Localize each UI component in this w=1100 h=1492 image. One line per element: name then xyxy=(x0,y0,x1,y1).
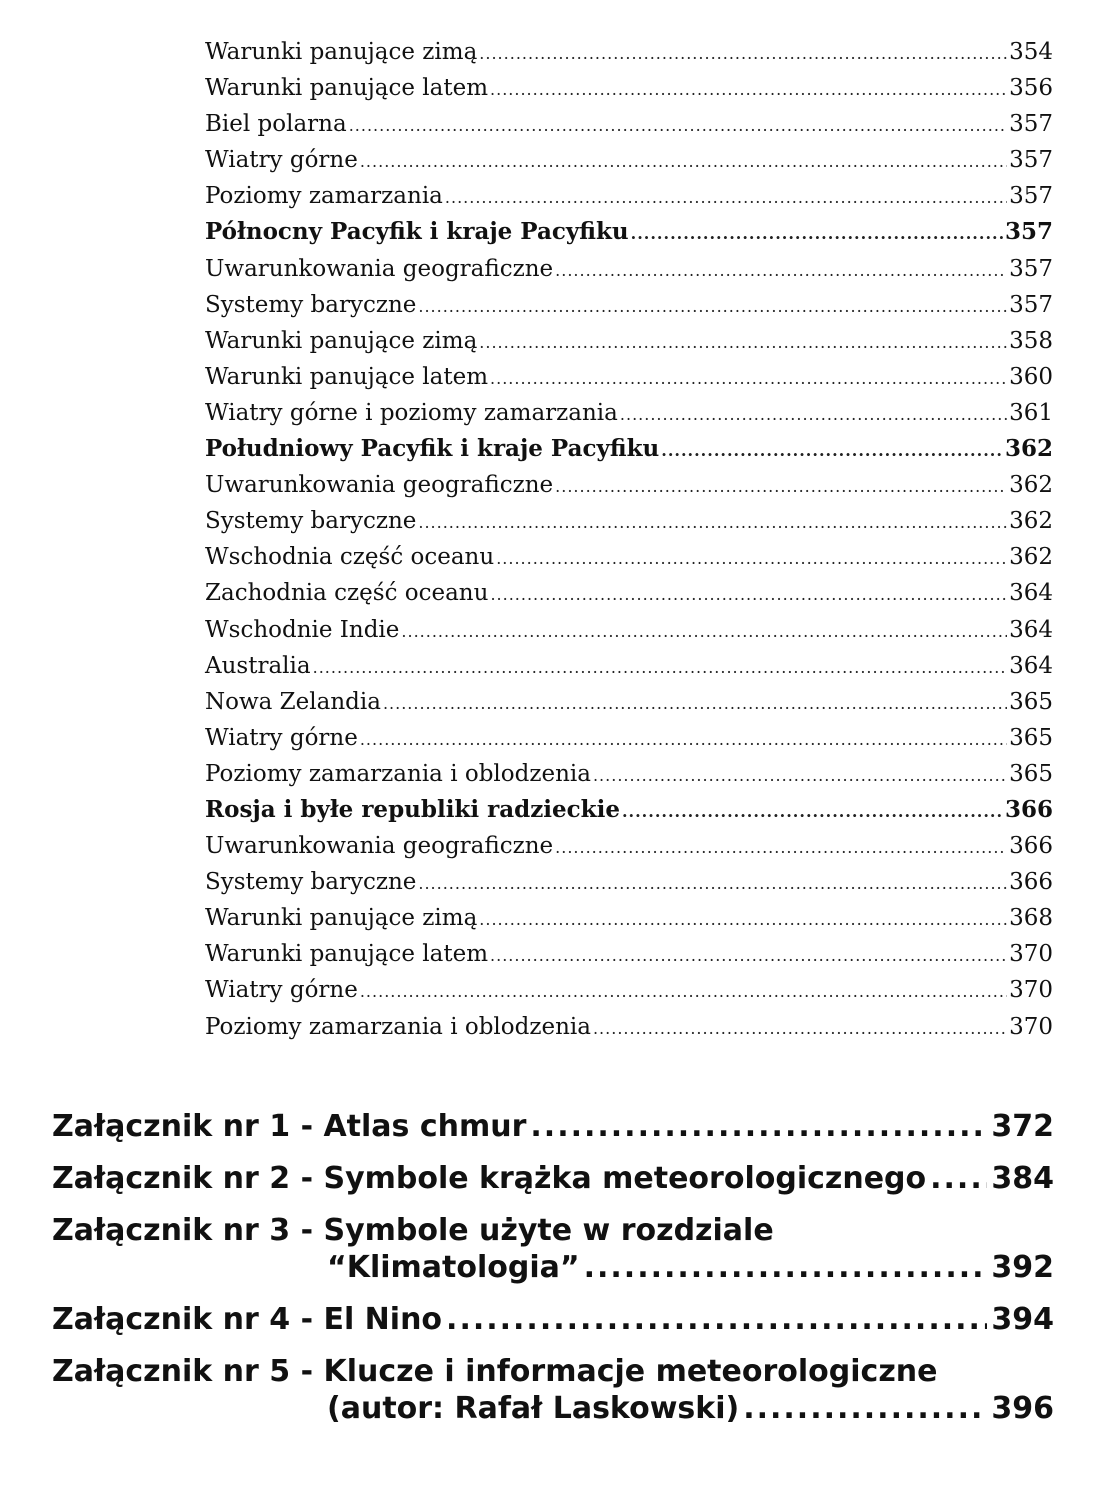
appendix-line xyxy=(52,1249,1054,1286)
table-of-contents xyxy=(205,34,1053,1045)
toc-entry-title: Wiatry górne xyxy=(205,977,358,1004)
toc-entry-title: Wschodnie Indie xyxy=(205,616,400,643)
appendix-title: “Klimatologia” xyxy=(327,1250,580,1285)
toc-entry-page: 368 xyxy=(1009,905,1053,932)
toc-section-heading xyxy=(205,792,1053,828)
toc-leader-dots xyxy=(360,974,1007,1010)
appendix-line xyxy=(52,1212,1054,1249)
toc-leader-dots xyxy=(360,722,1007,758)
toc-entry-title: Poziomy zamarzania xyxy=(205,183,443,210)
toc-entry xyxy=(205,864,1053,900)
toc-entry xyxy=(205,684,1053,720)
toc-entry xyxy=(205,539,1053,575)
toc-entry-page: 360 xyxy=(1009,363,1053,390)
toc-entry-page: 362 xyxy=(1004,435,1053,463)
toc-leader-dots xyxy=(445,180,1007,216)
toc-leader-dots xyxy=(418,289,1007,325)
toc-entry-page: 370 xyxy=(1009,1013,1053,1040)
appendix-title: Załącznik nr 1 - Atlas chmur xyxy=(52,1109,527,1144)
toc-entry xyxy=(205,251,1053,287)
appendix-leader-dots xyxy=(743,1390,987,1427)
toc-entry xyxy=(205,1009,1053,1045)
appendix-title: Załącznik nr 3 - Symbole użyte w rozdziale xyxy=(52,1213,774,1248)
toc-entry-title: Biel polarna xyxy=(205,111,347,138)
toc-entry-title: Wiatry górne i poziomy zamarzania xyxy=(205,399,618,426)
toc-entry-page: 357 xyxy=(1009,147,1053,174)
toc-leader-dots xyxy=(631,216,1003,252)
toc-entry-title: Południowy Pacyfik i kraje Pacyfiku xyxy=(205,435,660,463)
toc-leader-dots xyxy=(313,650,1007,686)
toc-entry-page: 364 xyxy=(1009,580,1053,607)
toc-entry-title: Wiatry górne xyxy=(205,147,358,174)
toc-leader-dots xyxy=(496,541,1007,577)
toc-entry-page: 362 xyxy=(1009,508,1053,535)
toc-entry-page: 358 xyxy=(1009,327,1053,354)
appendix-line xyxy=(52,1160,1054,1197)
appendix-leader-dots xyxy=(930,1160,987,1197)
toc-entry xyxy=(205,720,1053,756)
toc-entry-title: Wschodnia część oceanu xyxy=(205,544,495,571)
toc-entry-title: Warunki panujące latem xyxy=(205,75,489,102)
toc-entry-page: 365 xyxy=(1009,760,1053,787)
toc-entry-page: 366 xyxy=(1004,795,1053,823)
appendix-entry xyxy=(52,1301,1054,1338)
toc-entry xyxy=(205,900,1053,936)
toc-entry-title: Australia xyxy=(205,652,311,679)
toc-entry-page: 362 xyxy=(1009,472,1053,499)
toc-leader-dots xyxy=(593,758,1007,794)
toc-leader-dots xyxy=(620,397,1007,433)
toc-entry-page: 357 xyxy=(1009,183,1053,210)
appendix-leader-dots xyxy=(530,1108,987,1145)
toc-entry-page: 357 xyxy=(1004,218,1053,246)
toc-leader-dots xyxy=(490,361,1007,397)
toc-entry xyxy=(205,936,1053,972)
toc-leader-dots xyxy=(490,938,1007,974)
toc-entry-title: Warunki panujące zimą xyxy=(205,327,478,354)
toc-entry xyxy=(205,503,1053,539)
toc-entry-title: Rosja i byłe republiki radzieckie xyxy=(205,795,620,823)
toc-leader-dots xyxy=(555,469,1007,505)
toc-entry-title: Zachodnia część oceanu xyxy=(205,580,489,607)
toc-leader-dots xyxy=(661,433,1003,469)
toc-entry-page: 354 xyxy=(1009,39,1053,65)
appendix-leader-dots xyxy=(446,1301,987,1338)
appendix-title: Załącznik nr 4 - El Nino xyxy=(52,1302,443,1337)
appendix-page: 392 xyxy=(991,1250,1054,1285)
toc-entry-title: Uwarunkowania geograficzne xyxy=(205,255,554,282)
appendix-title: Załącznik nr 2 - Symbole krążka meteorologicznego xyxy=(52,1161,927,1196)
toc-entry xyxy=(205,287,1053,323)
toc-entry-page: 364 xyxy=(1009,652,1053,679)
appendix-entry xyxy=(52,1353,1054,1427)
appendix-line xyxy=(52,1301,1054,1338)
toc-entry xyxy=(205,106,1053,142)
toc-entry-page: 357 xyxy=(1009,111,1053,138)
toc-leader-dots xyxy=(479,325,1007,361)
appendix-title: Załącznik nr 5 - Klucze i informacje meteorologiczne xyxy=(52,1354,938,1389)
toc-leader-dots xyxy=(622,794,1003,830)
toc-entry xyxy=(205,972,1053,1008)
toc-entry xyxy=(205,70,1053,106)
toc-entry-title: Wiatry górne xyxy=(205,724,358,751)
toc-entry-page: 365 xyxy=(1009,688,1053,715)
toc-leader-dots xyxy=(490,72,1007,108)
appendix-list xyxy=(52,1108,1054,1442)
toc-entry xyxy=(205,142,1053,178)
toc-entry-title: Warunki panujące latem xyxy=(205,363,489,390)
toc-leader-dots xyxy=(401,614,1007,650)
toc-entry-page: 365 xyxy=(1009,724,1053,751)
appendix-page: 394 xyxy=(991,1302,1054,1337)
toc-entry-title: Uwarunkowania geograficzne xyxy=(205,833,554,860)
toc-entry xyxy=(205,34,1053,70)
appendix-entry xyxy=(52,1108,1054,1145)
toc-entry-title: Nowa Zelandia xyxy=(205,688,381,715)
toc-leader-dots xyxy=(479,902,1007,938)
toc-entry xyxy=(205,828,1053,864)
toc-entry-title: Warunki panujące latem xyxy=(205,941,489,968)
appendix-line xyxy=(52,1108,1054,1145)
toc-entry xyxy=(205,575,1053,611)
toc-entry-title: Warunki panujące zimą xyxy=(205,905,478,932)
toc-entry-page: 364 xyxy=(1009,616,1053,643)
appendix-page: 372 xyxy=(991,1109,1054,1144)
toc-entry xyxy=(205,178,1053,214)
toc-leader-dots xyxy=(418,505,1007,541)
toc-entry-title: Poziomy zamarzania i oblodzenia xyxy=(205,1013,591,1040)
appendix-page: 384 xyxy=(991,1161,1054,1196)
toc-entry-page: 362 xyxy=(1009,544,1053,571)
toc-leader-dots xyxy=(418,866,1007,902)
toc-leader-dots xyxy=(490,577,1007,613)
toc-section-heading xyxy=(205,214,1053,250)
toc-entry-title: Uwarunkowania geograficzne xyxy=(205,472,554,499)
appendix-leader-dots xyxy=(584,1249,988,1286)
toc-entry-page: 370 xyxy=(1009,977,1053,1004)
toc-leader-dots xyxy=(349,108,1007,144)
toc-entry xyxy=(205,395,1053,431)
toc-entry xyxy=(205,359,1053,395)
appendix-entry xyxy=(52,1212,1054,1286)
toc-entry-title: Północny Pacyfik i kraje Pacyfiku xyxy=(205,218,629,246)
toc-entry-title: Systemy baryczne xyxy=(205,869,417,896)
toc-entry-title: Systemy baryczne xyxy=(205,508,417,535)
toc-entry-page: 370 xyxy=(1009,941,1053,968)
toc-entry-page: 356 xyxy=(1009,75,1053,102)
toc-leader-dots xyxy=(593,1011,1007,1047)
toc-leader-dots xyxy=(479,36,1007,72)
toc-entry-title: Warunki panujące zimą xyxy=(205,39,478,65)
toc-leader-dots xyxy=(555,253,1007,289)
toc-entry-page: 366 xyxy=(1009,869,1053,896)
appendix-title: (autor: Rafał Laskowski) xyxy=(327,1391,740,1426)
toc-leader-dots xyxy=(383,686,1007,722)
toc-leader-dots xyxy=(555,830,1007,866)
toc-entry-title: Systemy baryczne xyxy=(205,291,417,318)
toc-section-heading xyxy=(205,431,1053,467)
toc-entry xyxy=(205,756,1053,792)
toc-entry-page: 361 xyxy=(1009,399,1053,426)
appendix-line xyxy=(52,1353,1054,1390)
toc-entry-page: 366 xyxy=(1009,833,1053,860)
toc-entry xyxy=(205,323,1053,359)
toc-leader-dots xyxy=(360,144,1007,180)
toc-entry xyxy=(205,467,1053,503)
toc-entry xyxy=(205,648,1053,684)
appendix-entry xyxy=(52,1160,1054,1197)
appendix-line xyxy=(52,1390,1054,1427)
toc-entry-title: Poziomy zamarzania i oblodzenia xyxy=(205,760,591,787)
toc-entry xyxy=(205,612,1053,648)
toc-entry-page: 357 xyxy=(1009,291,1053,318)
toc-entry-page: 357 xyxy=(1009,255,1053,282)
appendix-page: 396 xyxy=(991,1391,1054,1426)
